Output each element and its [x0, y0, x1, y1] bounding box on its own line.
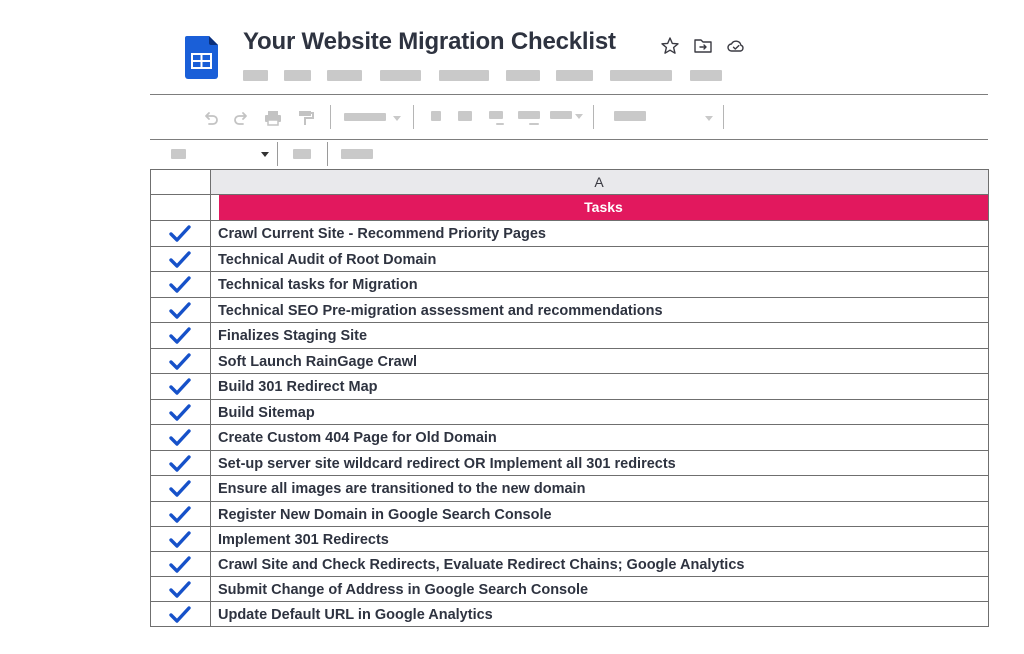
task-cell[interactable]: Finalizes Staging Site: [218, 328, 368, 344]
task-cell[interactable]: Update Default URL in Google Analytics: [218, 607, 493, 623]
increase-decimal-button[interactable]: [518, 111, 540, 119]
currency-format-button[interactable]: [431, 111, 441, 121]
menu-item[interactable]: [284, 70, 311, 81]
zoom-select[interactable]: [344, 113, 386, 121]
grid-line: [150, 501, 989, 502]
grid-line: [150, 626, 989, 627]
task-cell[interactable]: Ensure all images are transitioned to the new domain: [218, 481, 586, 497]
print-icon[interactable]: [263, 108, 283, 128]
toolbar-separator: [593, 105, 594, 129]
grid-line: [150, 297, 989, 298]
checkmark-icon: [168, 250, 192, 270]
checkmark-icon: [168, 428, 192, 448]
task-cell[interactable]: Soft Launch RainGage Crawl: [218, 354, 417, 370]
menu-item[interactable]: [380, 70, 421, 81]
sheets-logo-icon: [185, 36, 218, 79]
task-cell[interactable]: Submit Change of Address in Google Search Console: [218, 582, 589, 598]
grid-line: [150, 194, 989, 195]
star-icon[interactable]: [660, 36, 680, 56]
grid-line: [150, 475, 989, 476]
task-cell[interactable]: Build 301 Redirect Map: [218, 379, 378, 395]
grid-line: [150, 399, 989, 400]
grid-line: [150, 246, 989, 247]
grid-line: [150, 169, 151, 627]
checkmark-icon: [168, 326, 192, 346]
grid-line: [150, 322, 989, 323]
task-cell[interactable]: Technical SEO Pre-migration assessment and recommendations: [218, 303, 663, 319]
menu-item[interactable]: [610, 70, 672, 81]
chevron-down-icon: [705, 116, 713, 121]
formula-input[interactable]: [341, 149, 373, 159]
task-cell[interactable]: Technical tasks for Migration: [218, 277, 418, 293]
grid-line: [150, 551, 989, 552]
grid-line: [150, 526, 989, 527]
document-title[interactable]: Your Website Migration Checklist: [243, 28, 616, 55]
toolbar-separator: [413, 105, 414, 129]
toolbar-separator: [723, 105, 724, 129]
decrease-decimal-arrow: [496, 123, 504, 125]
grid-line: [150, 601, 989, 602]
undo-icon[interactable]: [200, 108, 220, 128]
checkmark-icon: [168, 555, 192, 575]
formula-separator: [327, 142, 328, 166]
task-cell[interactable]: Technical Audit of Root Domain: [218, 252, 437, 268]
decrease-decimal-button[interactable]: [489, 111, 503, 119]
grid-line: [150, 169, 989, 170]
grid-line: [150, 450, 989, 451]
cloud-saved-icon: [726, 36, 746, 56]
column-header-a[interactable]: A: [210, 170, 988, 194]
font-select[interactable]: [614, 111, 646, 121]
checkmark-icon: [168, 505, 192, 525]
task-cell[interactable]: Register New Domain in Google Search Console: [218, 507, 552, 523]
task-cell[interactable]: Implement 301 Redirects: [218, 532, 389, 548]
move-to-folder-icon[interactable]: [693, 36, 713, 56]
checkmark-icon: [168, 454, 192, 474]
divider: [150, 139, 988, 140]
more-formats-button[interactable]: [550, 111, 572, 119]
increase-decimal-arrow: [529, 123, 539, 125]
checkmark-icon: [168, 479, 192, 499]
chevron-down-icon: [393, 116, 401, 121]
checkmark-icon: [168, 224, 192, 244]
menu-item[interactable]: [690, 70, 722, 81]
name-box[interactable]: [171, 149, 186, 159]
menu-item[interactable]: [243, 70, 268, 81]
tasks-header-cell[interactable]: Tasks: [219, 195, 988, 220]
formula-separator: [277, 142, 278, 166]
fx-icon: [293, 149, 311, 159]
grid-line: [210, 169, 211, 627]
grid-line: [150, 576, 989, 577]
task-cell[interactable]: Crawl Current Site - Recommend Priority Pages: [218, 226, 546, 242]
checkmark-icon: [168, 530, 192, 550]
menu-item[interactable]: [556, 70, 593, 81]
checkmark-icon: [168, 403, 192, 423]
paint-format-icon[interactable]: [296, 108, 316, 128]
checkmark-icon: [168, 275, 192, 295]
checkmark-icon: [168, 301, 192, 321]
task-cell[interactable]: Set-up server site wildcard redirect OR Implement all 301 redirects: [218, 456, 676, 472]
menu-item[interactable]: [506, 70, 540, 81]
grid-line: [150, 424, 989, 425]
percent-format-button[interactable]: [458, 111, 472, 121]
redo-icon[interactable]: [232, 108, 252, 128]
grid-line: [150, 220, 989, 221]
task-cell[interactable]: Crawl Site and Check Redirects, Evaluate Redirect Chains; Google Analytics: [218, 557, 745, 573]
checkmark-icon: [168, 352, 192, 372]
chevron-down-icon: [575, 114, 583, 119]
chevron-down-icon: [261, 152, 269, 157]
divider: [150, 94, 988, 95]
checkmark-icon: [168, 605, 192, 625]
grid-line: [150, 271, 989, 272]
grid-line: [988, 169, 989, 627]
task-cell[interactable]: Create Custom 404 Page for Old Domain: [218, 430, 497, 446]
task-cell[interactable]: Build Sitemap: [218, 405, 315, 421]
menu-item[interactable]: [327, 70, 362, 81]
toolbar-separator: [330, 105, 331, 129]
grid-line: [150, 348, 989, 349]
checkmark-icon: [168, 580, 192, 600]
menu-item[interactable]: [439, 70, 489, 81]
checkmark-icon: [168, 377, 192, 397]
grid-line: [150, 373, 989, 374]
